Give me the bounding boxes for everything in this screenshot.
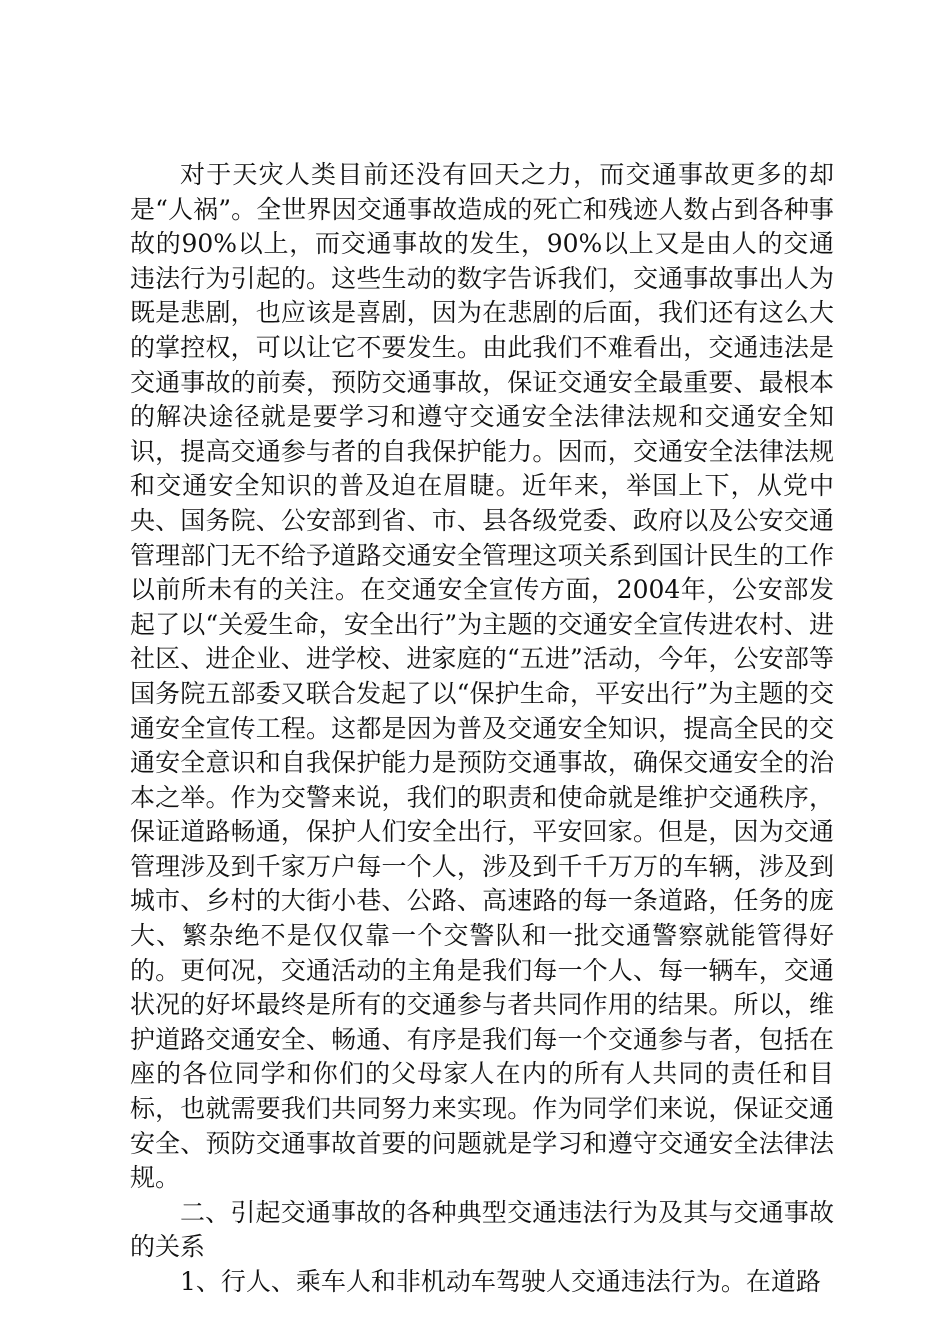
body-paragraph: 1、行人、乘车人和非机动车驾驶人交通违法行为。在道路 [180,1267,821,1296]
document-body [130,158,834,1300]
body-paragraph: 对于天灾人类目前还没有回天之力，而交通事故更多的却是“人祸”。全世界因交通事故造成的死亡和残迹人数占到各种事故的90%以上，而交通事故的发生，90%以上又是由人的交通违法行为引起的。这些生动的数字告诉我们，交通事故事出人为既是悲剧，也应该是喜剧，因为在悲剧的后面，我们还有这么大的掌控权，可以让它不要发生。由此我们不难看出，交通违法是交通事故的前奏，预防交通事故，保证交通安全最重要、最根本的解决途径就是要学习和遵守交通安全法律法规和交通安全知识，提高交通参与者的自我保护能力。因而，交通安全法律法规和交通安全知识的普及迫在眉睫。近年来，举国上下，从党中央、国务院、公安部到省、市、县各级党委、政府以及公安交通管理部门无不给予道路交通安全管理这项关系到国计民生的工作以前所未有的关注。在交通安全宣传方面，2004年，公安部发起了以“关爱生命，安全出行”为主题的交通安全宣传进农村、进社区、进企业、进学校、进家庭的“五进”活动，今年，公安部等国务院五部委又联合发起了以“保护生命，平安出行”为主题的交通安全宣传工程。这都是因为普及交通安全知识，提高全民的交通安全意识和自我保护能力是预防交通事故，确保交通安全的治本之举。作为交警来说，我们的职责和使命就是维护交通秩序，保证道路畅通，保护人们安全出行，平安回家。但是，因为交通管理涉及到千家万户每一个人，涉及到千千万万的车辆，涉及到城市、乡村的大街小巷、公路、高速路的每一条道路，任务的庞大、繁杂绝不是仅仅靠一个交警队和一批交通警察就能管得好的。更何况，交通活动的主角是我们每一个人、每一辆车，交通状况的好坏最终是所有的交通参与者共同作用的结果。所以，维护道路交通安全、畅通、有序是我们每一个交通参与者，包括在座的各位同学和你们的父母家人在内的所有人共同的责任和目标，也就需要我们共同努力来实现。作为同学们来说，保证交通安全、预防交通事故首要的问题就是学习和遵守交通安全法律法规。 [130,160,834,1193]
section-heading: 二、引起交通事故的各种典型交通违法行为及其与交通事故的关系 [130,1197,834,1262]
